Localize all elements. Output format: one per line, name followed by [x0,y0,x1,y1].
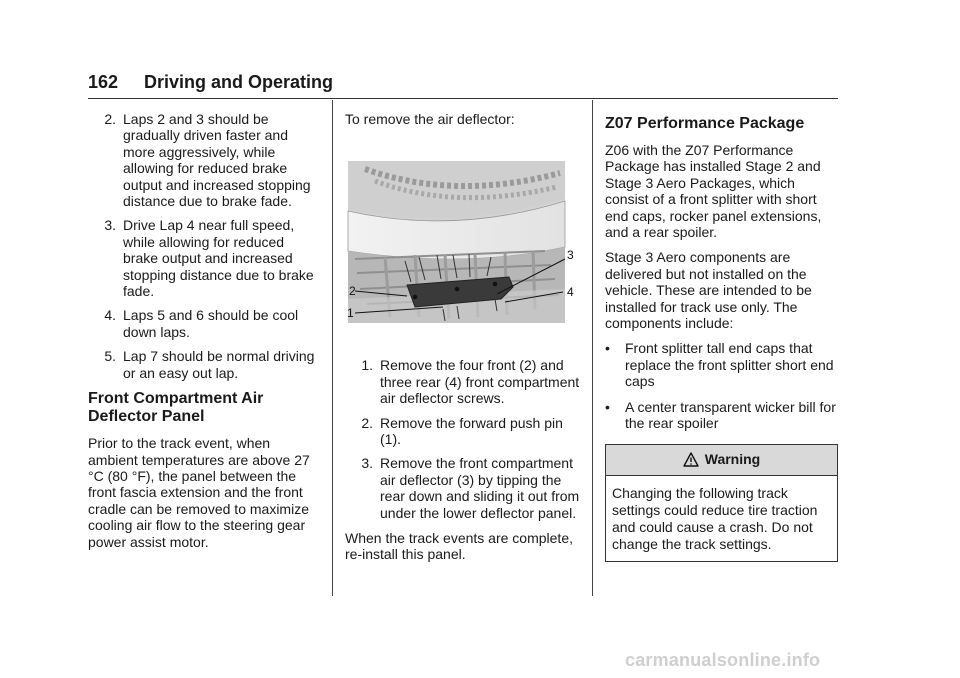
header-rule [88,98,838,99]
list-item: 4. Laps 5 and 6 should be cool down laps. [104,307,299,340]
list-item: • A center transparent wicker bill for the rear spoiler [605,398,836,432]
list-item: 2. Laps 2 and 3 should be gradually driven faster and more aggressively, while allowing for reduced brake output and increased stopping distance due to brake fade. [104,111,311,210]
section-heading: Z07 Performance Package [605,115,805,132]
callout-2: 2 [349,284,356,299]
callout-1: 1 [347,306,354,321]
watermark: carmanualsonline.info [625,650,821,670]
warning-box [605,444,838,562]
callout-4: 4 [567,285,574,300]
list-item: • Front splitter tall end caps that replace the front splitter short end caps [605,340,834,390]
list-item: 3. Remove the front compartment air deflector (3) by tipping the rear down and sliding it out from under the lower deflector panel. [361,455,580,521]
warning-icon [683,452,699,467]
lap-list [88,111,320,381]
list-item: 3. Drive Lap 4 near full speed, while allowing for reduced brake output and increased stopping distance due to brake fade. [104,217,314,300]
warning-title: Warning [704,451,761,468]
column-divider-2 [592,100,593,596]
column-divider-1 [332,100,333,596]
list-item: 5. Lap 7 should be normal driving or an easy out lap. [104,348,315,381]
warning-header [606,445,837,476]
body-paragraph: Prior to the track event, when ambient temperatures are above 27 °C (80 °F), the panel between the front fascia extension and the front cradle can be removed to maximize cooling air flow to the steering gear power assist motor. [88,435,310,550]
warning-text: Changing the following track settings could reduce tire traction and could cause a crash. Do not change the track settings. [612,484,818,552]
closing-text: When the track events are complete, re-install this panel. [345,530,573,563]
intro-text: To remove the air deflector: [345,111,515,127]
body-paragraph: Z06 with the Z07 Performance Package has installed Stage 2 and Stage 3 Aero Packages, which consist of a front splitter with short end caps, rocker panel extensions, and a rear spoiler. [605,142,822,241]
column-3 [605,111,838,562]
column-2 [345,111,580,572]
callout-3: 3 [567,248,574,263]
bullet-icon: • [605,398,610,415]
bullet-icon: • [605,340,610,357]
column-1 [88,111,320,559]
list-item: 1. Remove the four front (2) and three rear (4) front compartment air deflector screws. [361,357,580,407]
section-title: Driving and Operating [144,72,334,92]
section-heading: Front Compartment Air Deflector Panel [88,390,264,426]
page-number: 162 [88,72,119,92]
removal-steps [345,357,580,521]
components-list [605,340,838,431]
air-deflector-illustration [345,139,577,347]
air-deflector-figure [345,139,577,347]
page-header [88,72,838,98]
list-item: 2. Remove the forward push pin (1). [361,414,563,448]
body-paragraph: Stage 3 Aero components are delivered but not installed on the vehicle. These are intended to be installed for track use only. The components include: [605,249,812,332]
